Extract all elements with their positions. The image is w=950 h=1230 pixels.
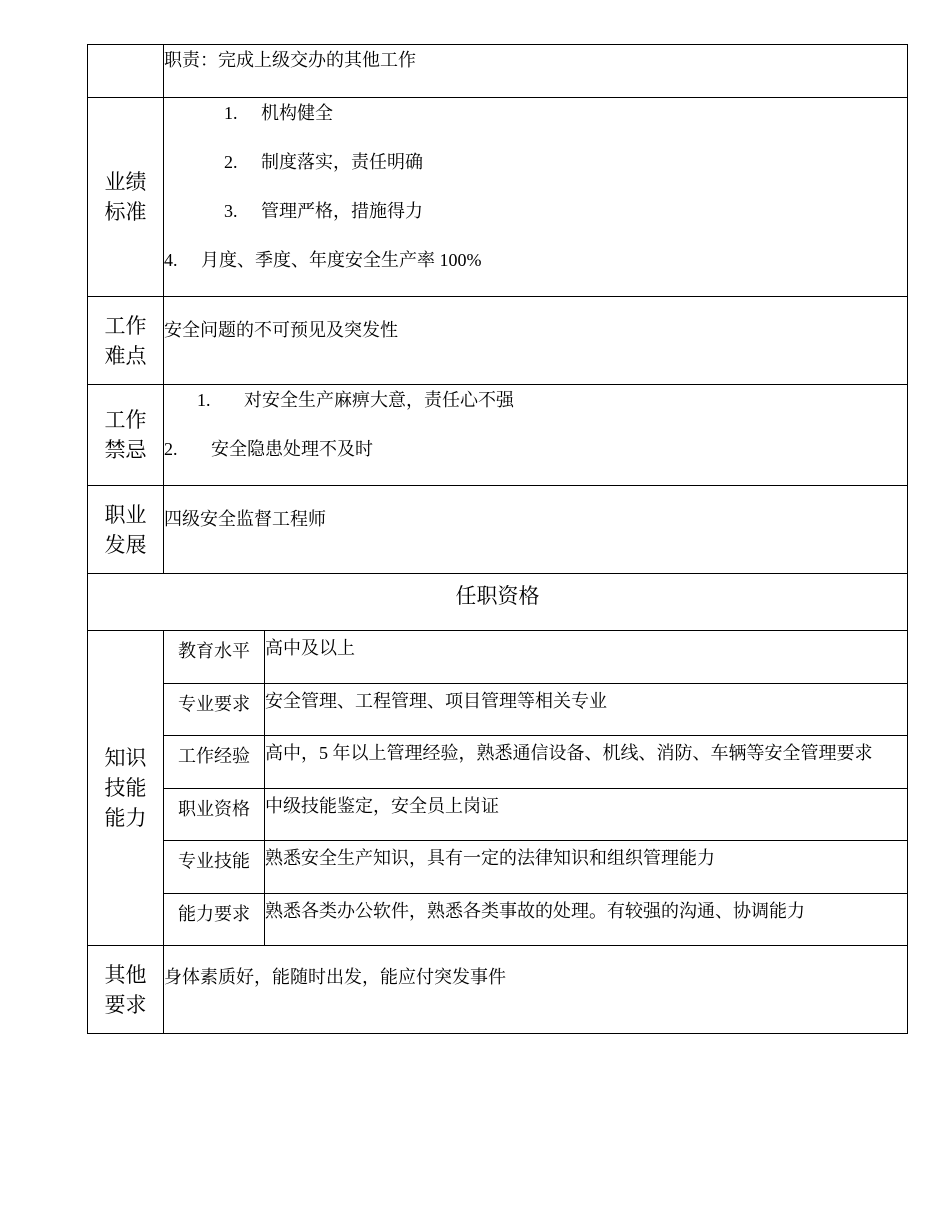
qualification-title-row [88, 574, 908, 631]
other-row [88, 946, 908, 1034]
knowledge-key: 专业要求 [164, 684, 265, 736]
duty-row [88, 45, 908, 98]
knowledge-value: 高中，5 年以上管理经验，熟悉通信设备、机线、消防、车辆等安全管理要求 [265, 736, 908, 789]
qualification-title: 任职资格 [88, 574, 908, 631]
knowledge-key: 专业技能 [164, 841, 265, 894]
knowledge-key: 工作经验 [164, 736, 265, 789]
knowledge-label: 知识 技能 能力 [88, 631, 164, 946]
list-item: 2. 安全隐患处理不及时 [164, 439, 373, 459]
job-description-sheet [87, 44, 907, 1034]
taboo-label: 工作 禁忌 [88, 385, 164, 486]
knowledge-key: 能力要求 [164, 894, 265, 946]
knowledge-value: 中级技能鉴定，安全员上岗证 [265, 789, 908, 841]
table-row [88, 631, 908, 684]
knowledge-key: 教育水平 [164, 631, 265, 684]
knowledge-value: 熟悉各类办公软件，熟悉各类事故的处理。有较强的沟通、协调能力 [265, 894, 908, 946]
knowledge-value: 安全管理、工程管理、项目管理等相关专业 [265, 684, 908, 736]
list-item: 4. 月度、季度、年度安全生产率 100% [164, 250, 482, 270]
table-row [88, 894, 908, 946]
table-row [88, 789, 908, 841]
performance-row [88, 98, 908, 297]
duty-text: 职责：完成上级交办的其他工作 [164, 45, 908, 98]
difficulty-text: 安全问题的不可预见及突发性 [164, 297, 908, 385]
knowledge-value: 高中及以上 [265, 631, 908, 684]
list-item: 2. 制度落实，责任明确 [224, 152, 423, 172]
knowledge-key: 职业资格 [164, 789, 265, 841]
duty-label-cell [88, 45, 164, 98]
list-item: 3. 管理严格，措施得力 [224, 201, 423, 221]
difficulty-row [88, 297, 908, 385]
career-text: 四级安全监督工程师 [164, 486, 908, 574]
performance-list [164, 98, 908, 297]
difficulty-label: 工作 难点 [88, 297, 164, 385]
table-row [88, 841, 908, 894]
other-label: 其他 要求 [88, 946, 164, 1034]
knowledge-value: 熟悉安全生产知识，具有一定的法律知识和组织管理能力 [265, 841, 908, 894]
job-description-table [87, 44, 908, 1034]
list-item: 1. 对安全生产麻痹大意，责任心不强 [197, 390, 514, 410]
table-row [88, 736, 908, 789]
career-label: 职业 发展 [88, 486, 164, 574]
career-row [88, 486, 908, 574]
table-row [88, 684, 908, 736]
taboo-list [164, 385, 908, 486]
taboo-row [88, 385, 908, 486]
list-item: 1. 机构健全 [224, 103, 333, 123]
other-text: 身体素质好，能随时出发，能应付突发事件 [164, 946, 908, 1034]
performance-label: 业绩 标准 [88, 98, 164, 297]
